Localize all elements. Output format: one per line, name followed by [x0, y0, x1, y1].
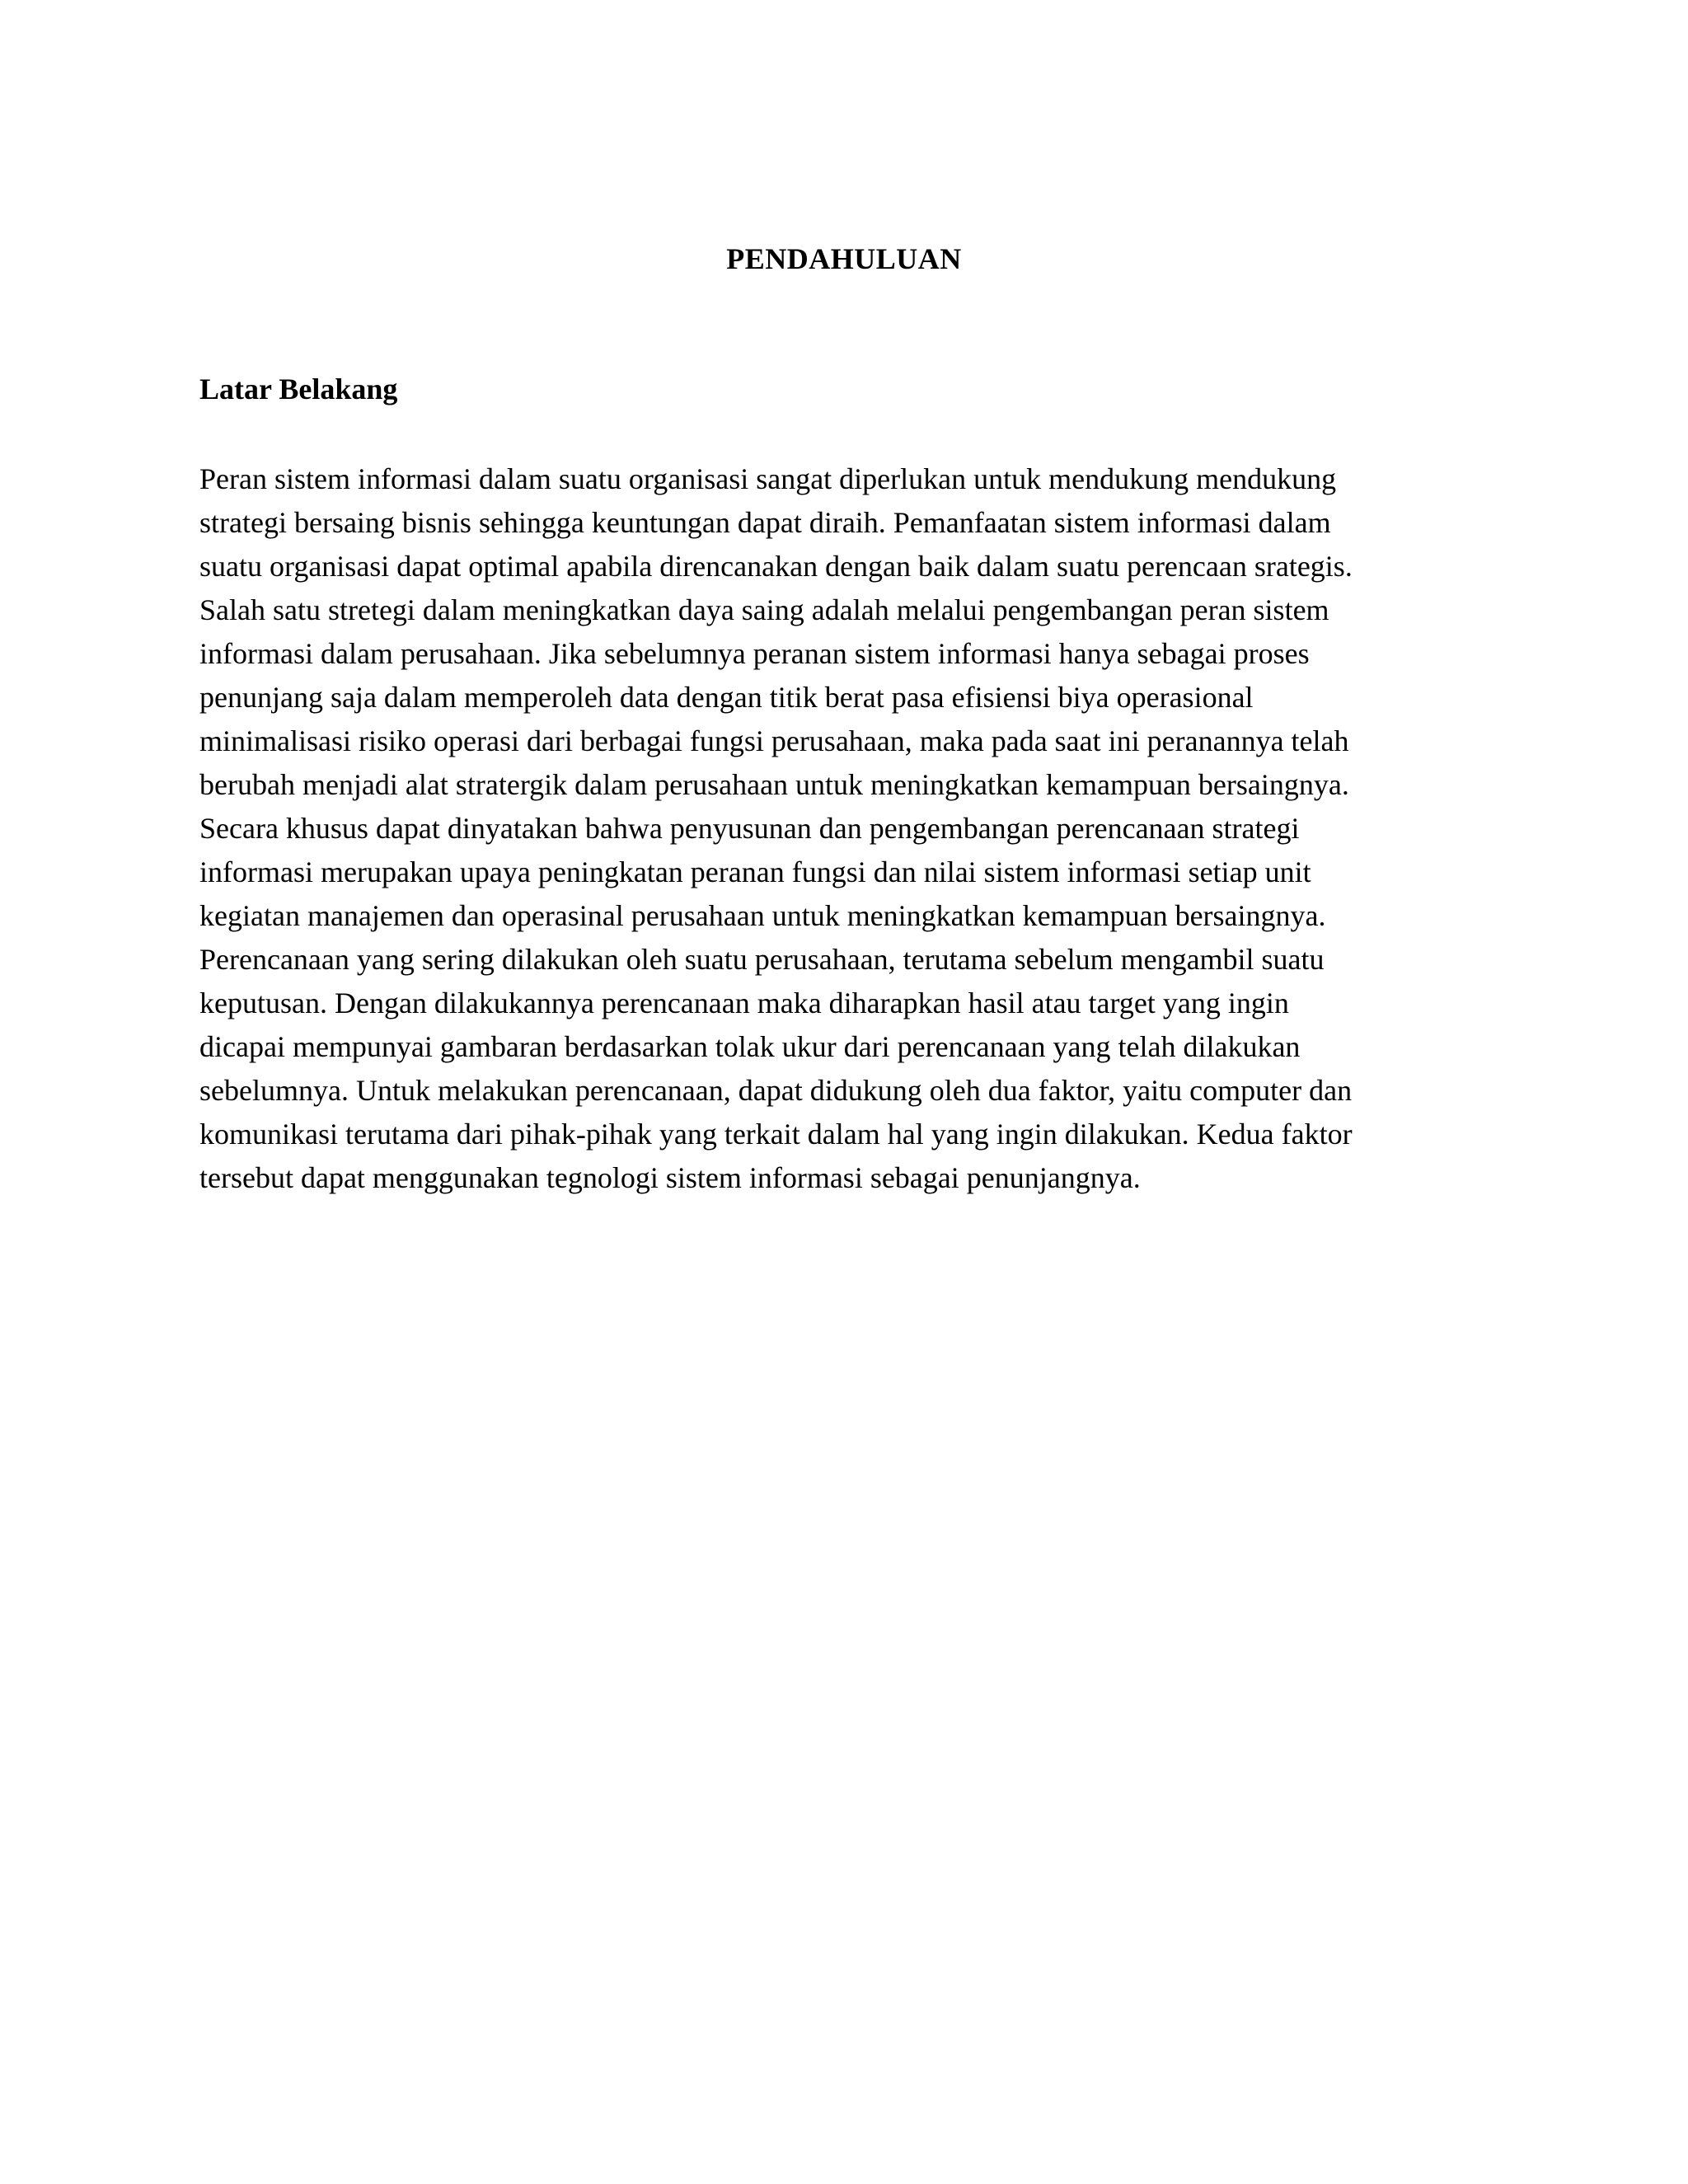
paragraph-line: Secara khusus dapat dinyatakan bahwa penyusunan dan pengembangan perencanaan strategi	[199, 812, 1300, 845]
paragraph-line: minimalisasi risiko operasi dari berbagai fungsi perusahaan, maka pada saat ini peranannya telah	[199, 724, 1349, 757]
paragraph-line: Salah satu stretegi dalam meningkatkan daya saing adalah melalui pengembangan peran sistem	[199, 593, 1329, 626]
paragraph-line: komunikasi terutama dari pihak-pihak yang terkait dalam hal yang ingin dilakukan. Kedua faktor	[199, 1118, 1353, 1151]
paragraph-line: suatu organisasi dapat optimal apabila direncanakan dengan baik dalam suatu perencaan srategis.	[199, 550, 1353, 583]
paragraph-line: penunjang saja dalam memperoleh data dengan titik berat pasa efisiensi biya operasional	[199, 681, 1254, 714]
paragraph-line: berubah menjadi alat stratergik dalam perusahaan untuk meningkatkan kemampuan bersaingnya.	[199, 768, 1349, 801]
paragraph-line: informasi dalam perusahaan. Jika sebelumnya peranan sistem informasi hanya sebagai proses	[199, 637, 1310, 670]
paragraph-line: Peran sistem informasi dalam suatu organisasi sangat diperlukan untuk mendukung mendukung	[199, 462, 1337, 495]
paragraph-line: dicapai mempunyai gambaran berdasarkan tolak ukur dari perencanaan yang telah dilakukan	[199, 1030, 1301, 1063]
paragraph-line: strategi bersaing bisnis sehingga keuntungan dapat diraih. Pemanfaatan sistem informasi dalam	[199, 506, 1331, 539]
paragraph-line: tersebut dapat menggunakan tegnologi sistem informasi sebagai penunjangnya.	[199, 1161, 1141, 1194]
paragraph-line: sebelumnya. Untuk melakukan perencanaan, dapat didukung oleh dua faktor, yaitu computer dan	[199, 1074, 1353, 1107]
paragraph-line: informasi merupakan upaya peningkatan peranan fungsi dan nilai sistem informasi setiap unit	[199, 855, 1311, 888]
page-title: PENDAHULUAN	[726, 242, 962, 275]
paragraph-line: Perencanaan yang sering dilakukan oleh suatu perusahaan, terutama sebelum mengambil suatu	[199, 943, 1325, 976]
section-heading: Latar Belakang	[199, 373, 398, 405]
paragraph-line: kegiatan manajemen dan operasinal perusahaan untuk meningkatkan kemampuan bersaingnya.	[199, 899, 1326, 932]
paragraph-line: keputusan. Dengan dilakukannya perencanaan maka diharapkan hasil atau target yang ingin	[199, 987, 1289, 1019]
body-paragraph	[199, 457, 1493, 1200]
